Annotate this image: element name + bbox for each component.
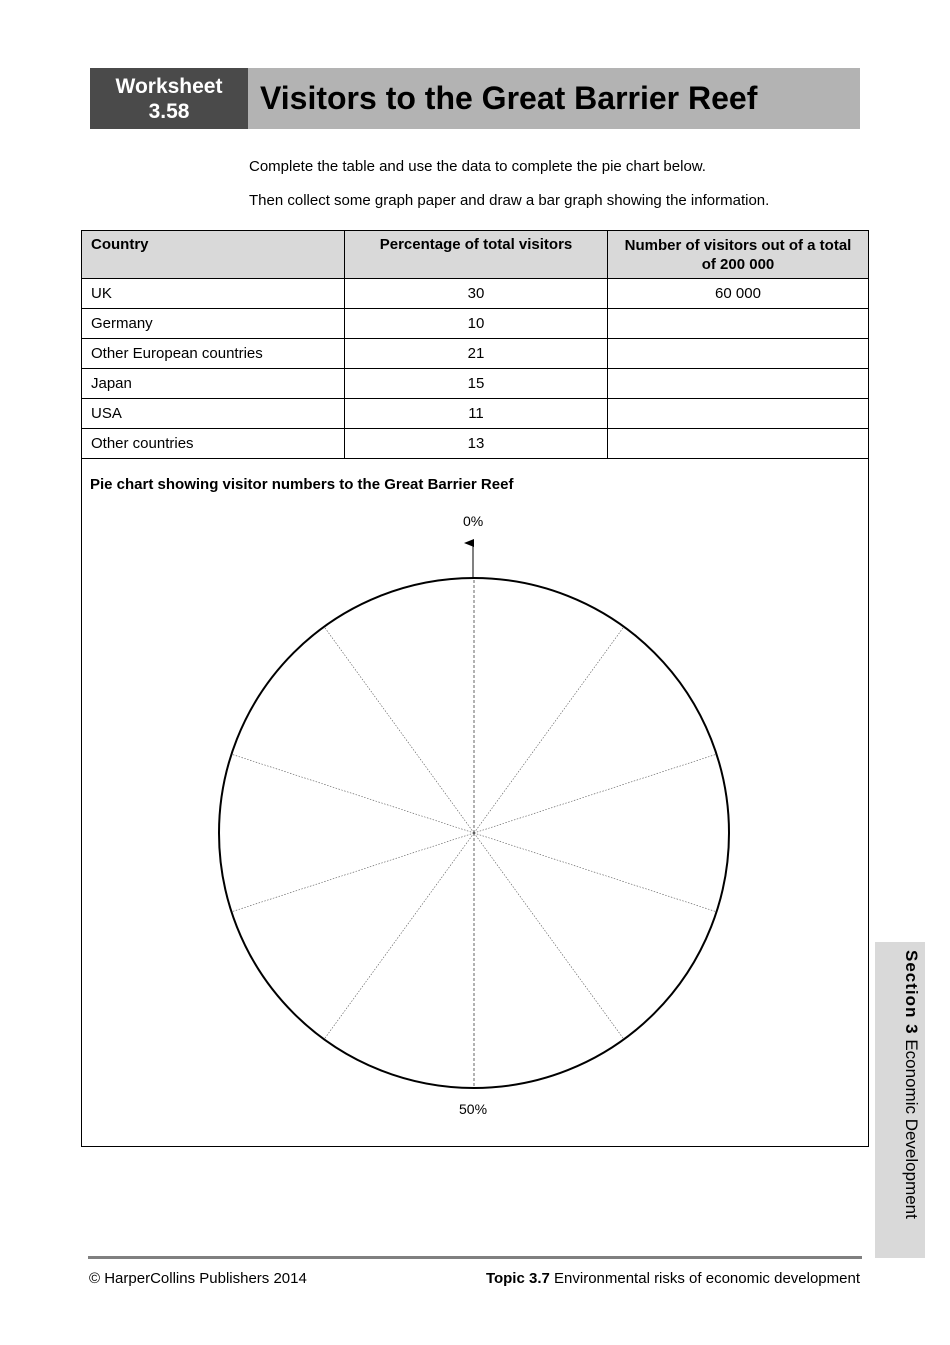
section-label: Section 3	[902, 950, 921, 1035]
section-tab-text	[875, 942, 925, 1258]
pie-guide-line	[324, 833, 474, 1039]
pie-label-top: 0%	[463, 513, 484, 529]
cell-country: Germany	[82, 308, 345, 338]
pie-guide-line	[474, 833, 624, 1039]
worksheet-label: Worksheet	[115, 74, 223, 98]
pie-guide-line	[474, 754, 717, 833]
instruction-line-1: Complete the table and use the data to complete the pie chart below.	[249, 158, 706, 175]
footer-copyright: © HarperCollins Publishers 2014	[89, 1270, 307, 1287]
pie-guide-line	[232, 833, 475, 912]
instruction-line-2: Then collect some graph paper and draw a bar graph showing the information.	[249, 192, 770, 209]
cell-percentage: 15	[345, 368, 608, 398]
footer-topic	[486, 1270, 860, 1287]
pie-guide-line	[324, 627, 474, 833]
worksheet-number: 3.58	[148, 99, 190, 123]
pie-guide-line	[232, 754, 475, 833]
cell-percentage: 10	[345, 308, 608, 338]
header-percentage: Percentage of total visitors	[345, 231, 608, 278]
page-title: Visitors to the Great Barrier Reef	[248, 68, 860, 129]
header-country: Country	[82, 231, 345, 278]
pie-guide-lines	[232, 578, 717, 1088]
footer-topic-title: Environmental risks of economic development	[554, 1270, 860, 1287]
cell-percentage: 30	[345, 278, 608, 308]
cell-country: Other European countries	[82, 338, 345, 368]
cell-percentage: 13	[345, 428, 608, 458]
cell-visitors[interactable]: 60 000	[608, 278, 869, 308]
pie-chart-title: Pie chart showing visitor numbers to the Great Barrier Reef	[90, 476, 514, 493]
cell-percentage: 21	[345, 338, 608, 368]
pie-guide-line	[474, 833, 717, 912]
cell-country: UK	[82, 278, 345, 308]
header-visitors: Number of visitors out of a total of 200 000	[608, 231, 869, 278]
cell-country: USA	[82, 398, 345, 428]
pie-label-bottom: 50%	[459, 1101, 488, 1117]
footer-topic-label: Topic 3.7	[485, 1270, 550, 1287]
pie-guide-line	[474, 627, 624, 833]
section-subtitle: Economic Development	[902, 1039, 921, 1219]
cell-country: Other countries	[82, 428, 345, 458]
cell-country: Japan	[82, 368, 345, 398]
footer-divider	[88, 1256, 862, 1259]
cell-percentage: 11	[345, 398, 608, 428]
